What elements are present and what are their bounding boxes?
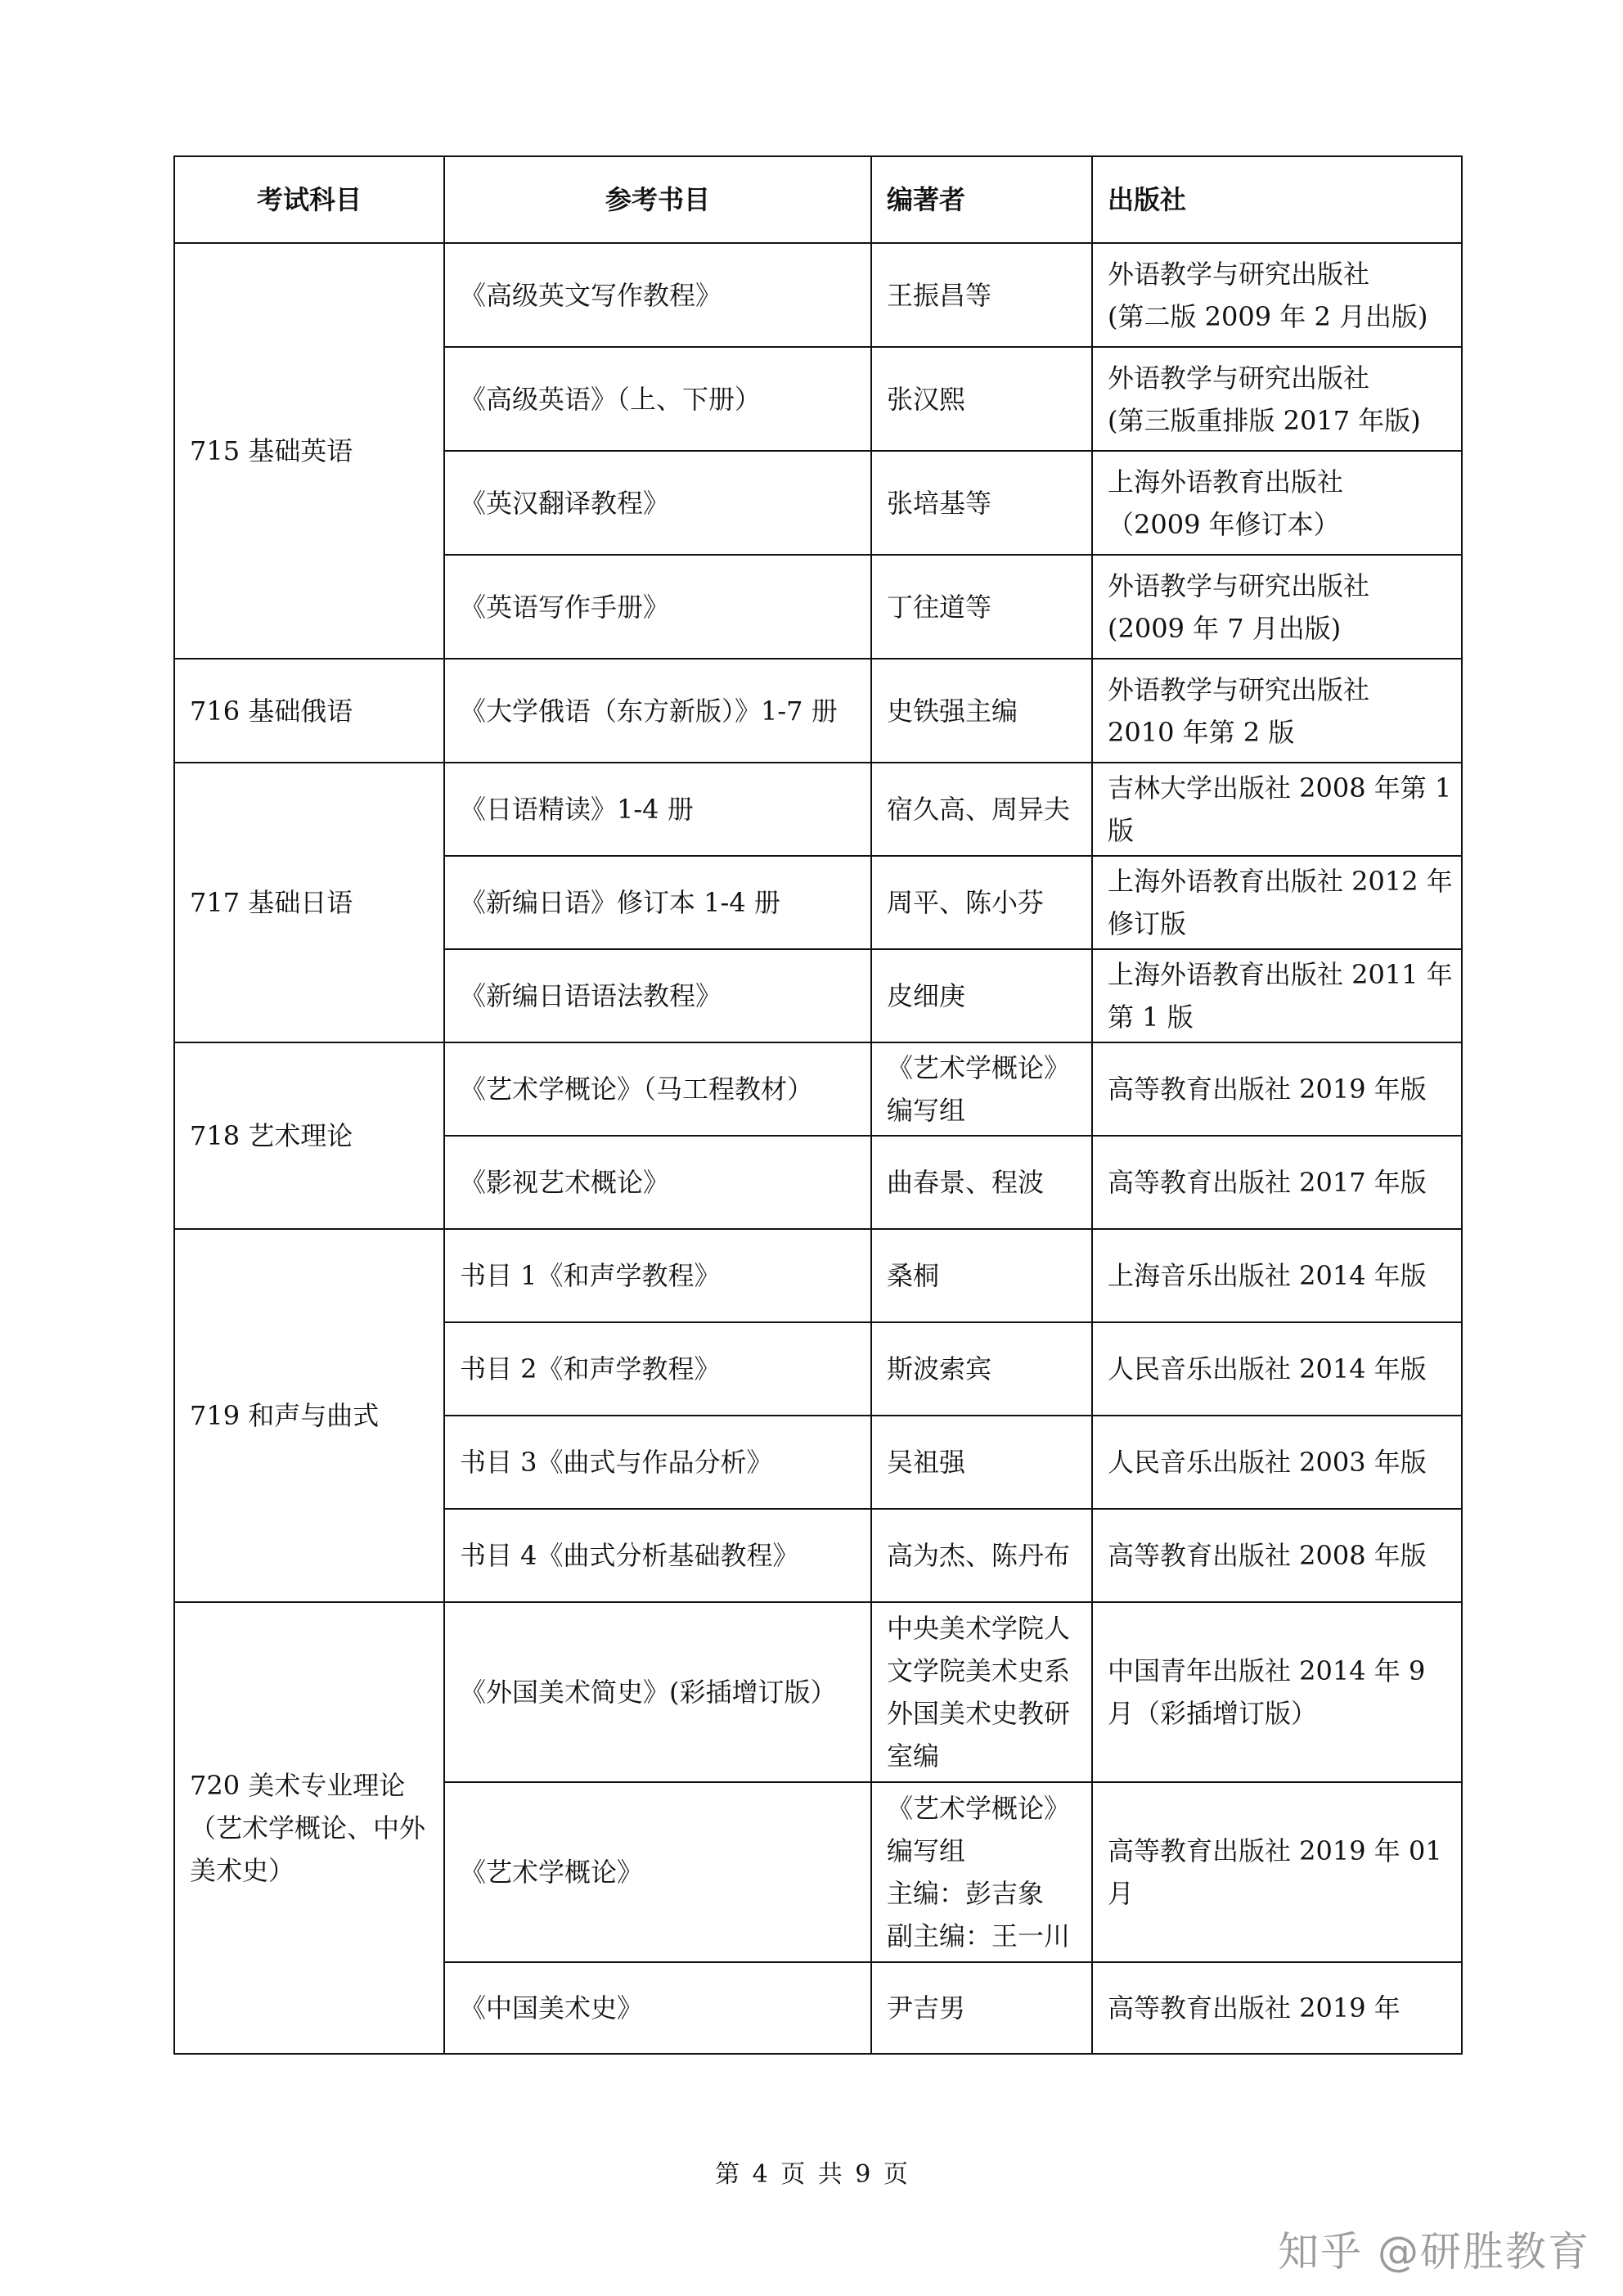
table-row: [174, 659, 1462, 763]
publisher-cell: 外语教学与研究出版社 (第二版 2009 年 2 月出版): [1092, 243, 1462, 347]
table-row: [174, 1229, 1462, 1322]
table-row: [174, 243, 1462, 347]
book-cell: 《外国美术简史》(彩插增订版）: [444, 1602, 871, 1782]
author-cell: 丁往道等: [871, 555, 1092, 659]
author-cell: 王振昌等: [871, 243, 1092, 347]
publisher-cell: 人民音乐出版社 2014 年版: [1092, 1322, 1462, 1416]
table-row: [174, 1602, 1462, 1782]
subject-cell: 717 基础日语: [174, 763, 444, 1042]
publisher-cell: 人民音乐出版社 2003 年版: [1092, 1416, 1462, 1509]
book-cell: 《新编日语语法教程》: [444, 949, 871, 1042]
header-author: 编著者: [871, 156, 1092, 243]
header-book: 参考书目: [444, 156, 871, 243]
publisher-cell: 高等教育出版社 2019 年 01 月: [1092, 1782, 1462, 1962]
header-publisher: 出版社: [1092, 156, 1462, 243]
book-cell: 书目 3《曲式与作品分析》: [444, 1416, 871, 1509]
header-subject: 考试科目: [174, 156, 444, 243]
author-cell: 张汉熙: [871, 347, 1092, 451]
book-cell: 书目 1《和声学教程》: [444, 1229, 871, 1322]
author-cell: 《艺术学概论》 编写组: [871, 1042, 1092, 1136]
author-cell: 中央美术学院人文学院美术史系外国美术史教研室编: [871, 1602, 1092, 1782]
author-cell: 皮细庚: [871, 949, 1092, 1042]
reference-book-table: [173, 155, 1463, 2055]
author-cell: 高为杰、陈丹布: [871, 1509, 1092, 1602]
book-cell: 《英语写作手册》: [444, 555, 871, 659]
book-cell: 《影视艺术概论》: [444, 1136, 871, 1229]
publisher-cell: 外语教学与研究出版社 2010 年第 2 版: [1092, 659, 1462, 763]
book-cell: 《大学俄语（东方新版）》1-7 册: [444, 659, 871, 763]
publisher-cell: 高等教育出版社 2019 年: [1092, 1962, 1462, 2054]
publisher-cell: 上海外语教育出版社 2012 年修订版: [1092, 856, 1462, 949]
publisher-cell: 外语教学与研究出版社 (2009 年 7 月出版): [1092, 555, 1462, 659]
table-row: [174, 1042, 1462, 1136]
subject-cell: 715 基础英语: [174, 243, 444, 659]
book-cell: 《新编日语》修订本 1-4 册: [444, 856, 871, 949]
book-cell: 书目 2《和声学教程》: [444, 1322, 871, 1416]
author-cell: 曲春景、程波: [871, 1136, 1092, 1229]
publisher-cell: 上海外语教育出版社 2011 年第 1 版: [1092, 949, 1462, 1042]
publisher-cell: 上海外语教育出版社 （2009 年修订本）: [1092, 451, 1462, 555]
author-cell: 周平、陈小芬: [871, 856, 1092, 949]
subject-cell: 719 和声与曲式: [174, 1229, 444, 1602]
book-cell: 《高级英语》（上、下册）: [444, 347, 871, 451]
book-cell: 《中国美术史》: [444, 1962, 871, 2054]
book-cell: 《艺术学概论》: [444, 1782, 871, 1962]
subject-cell: 720 美术专业理论（艺术学概论、中外美术史）: [174, 1602, 444, 2054]
publisher-cell: 外语教学与研究出版社 (第三版重排版 2017 年版): [1092, 347, 1462, 451]
book-cell: 《艺术学概论》（马工程教材）: [444, 1042, 871, 1136]
author-cell: 斯波索宾: [871, 1322, 1092, 1416]
publisher-cell: 高等教育出版社 2019 年版: [1092, 1042, 1462, 1136]
publisher-cell: 高等教育出版社 2008 年版: [1092, 1509, 1462, 1602]
table-row: [174, 763, 1462, 856]
publisher-cell: 吉林大学出版社 2008 年第 1 版: [1092, 763, 1462, 856]
author-cell: 《艺术学概论》 编写组 主编：彭吉象 副主编：王一川: [871, 1782, 1092, 1962]
table-header-row: [174, 156, 1462, 243]
author-cell: 吴祖强: [871, 1416, 1092, 1509]
subject-cell: 716 基础俄语: [174, 659, 444, 763]
author-cell: 史铁强主编: [871, 659, 1092, 763]
book-cell: 《英汉翻译教程》: [444, 451, 871, 555]
book-cell: 《日语精读》1-4 册: [444, 763, 871, 856]
subject-cell: 718 艺术理论: [174, 1042, 444, 1229]
book-cell: 书目 4《曲式分析基础教程》: [444, 1509, 871, 1602]
publisher-cell: 上海音乐出版社 2014 年版: [1092, 1229, 1462, 1322]
author-cell: 尹吉男: [871, 1962, 1092, 2054]
author-cell: 桑桐: [871, 1229, 1092, 1322]
zhihu-watermark: 知乎 @研胜教育: [1278, 2228, 1590, 2276]
publisher-cell: 高等教育出版社 2017 年版: [1092, 1136, 1462, 1229]
publisher-cell: 中国青年出版社 2014 年 9 月（彩插增订版）: [1092, 1602, 1462, 1782]
page-number-footer: 第 4 页 共 9 页: [715, 2160, 908, 2189]
book-cell: 《高级英文写作教程》: [444, 243, 871, 347]
author-cell: 宿久高、周异夫: [871, 763, 1092, 856]
author-cell: 张培基等: [871, 451, 1092, 555]
